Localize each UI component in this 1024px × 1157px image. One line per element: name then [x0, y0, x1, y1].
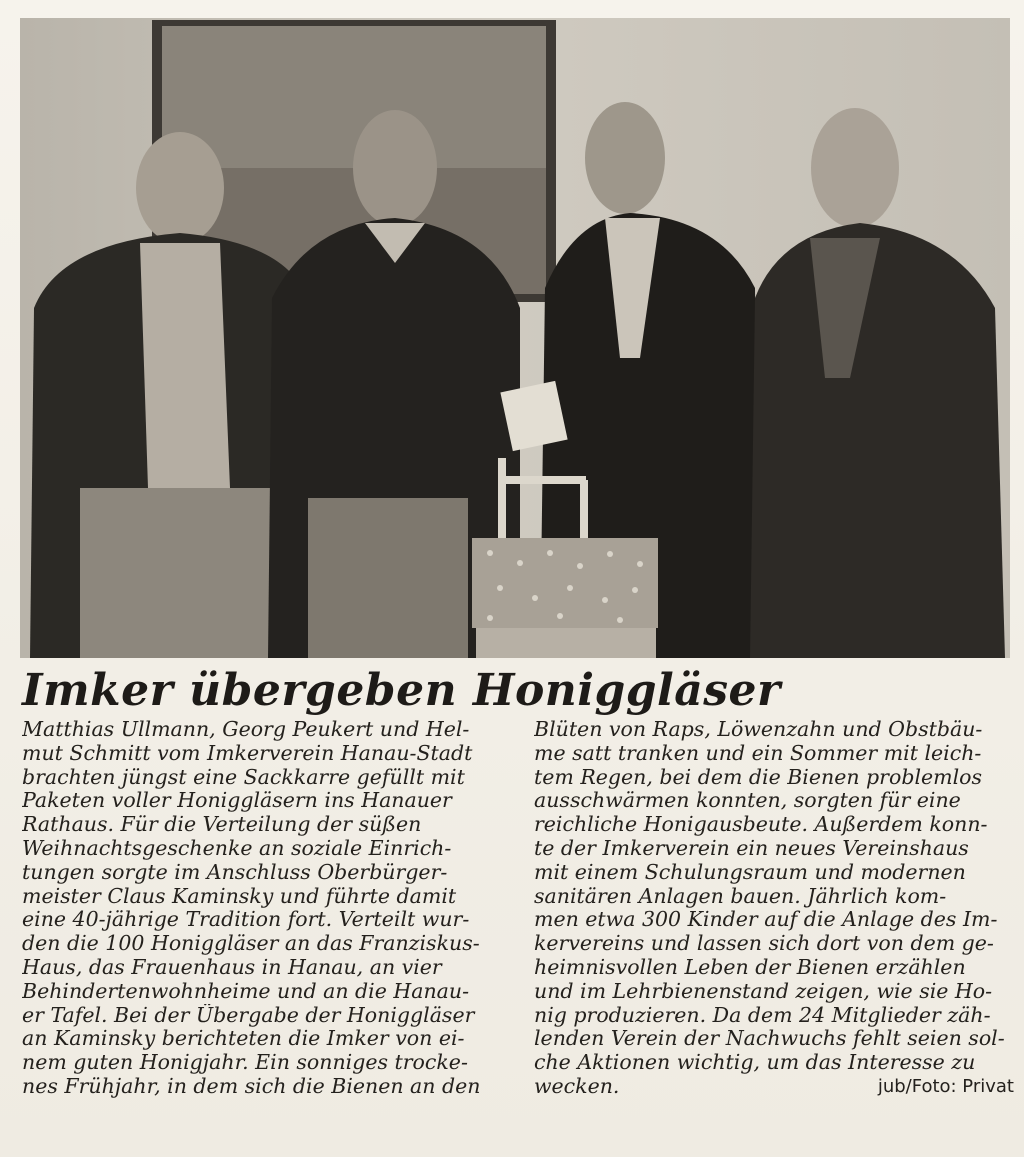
text-line: wecken. [534, 1074, 620, 1098]
article-headline: Imker übergeben Honiggläser [22, 665, 781, 716]
right-column [534, 718, 1014, 1099]
text-line: heimnisvollen Leben der Bienen erzählen [534, 955, 966, 979]
text-line: Blüten von Raps, Löwenzahn und Obstbäu- [534, 718, 983, 741]
article-body [22, 718, 1012, 1148]
text-line: Rathaus. Für die Verteilung der süßen [22, 813, 422, 837]
text-line: Matthias Ullmann, Georg Peukert und Hel- [22, 718, 470, 741]
text-line: brachten jüngst eine Sackkarre gefüllt mit [22, 765, 465, 789]
article-photo [20, 18, 1010, 658]
left-column [22, 718, 502, 1099]
text-line: meister Claus Kaminsky und führte damit [22, 884, 457, 908]
text-line: kervereins und lassen sich dort von dem ge- [534, 932, 994, 956]
text-line: eine 40-jährige Tradition fort. Verteilt wur- [22, 908, 470, 932]
text-line: Behindertenwohnheime und an die Hanau- [22, 979, 470, 1003]
text-line: nem guten Honigjahr. Ein sonniges trocke- [22, 1051, 468, 1075]
text-line: und im Lehrbienenstand zeigen, wie sie Ho- [534, 979, 993, 1003]
text-line: nig produzieren. Da dem 24 Mitglieder zäh- [534, 1003, 991, 1027]
text-line: men etwa 300 Kinder auf die Anlage des Im- [534, 908, 998, 932]
photo-credit: jub/Foto: Privat [877, 1075, 1014, 1097]
text-line: sanitären Anlagen bauen. Jährlich kom- [534, 884, 947, 908]
text-line: nes Frühjahr, in dem sich die Bienen an den [22, 1074, 481, 1098]
text-line: tem Regen, bei dem die Bienen problemlos [534, 765, 982, 789]
text-line: tungen sorgte im Anschluss Oberbürger- [22, 860, 448, 884]
text-line: ausschwärmen konnten, sorgten für eine [534, 789, 961, 813]
text-line: reichliche Honigausbeute. Außerdem konn- [534, 813, 988, 837]
closing-row [534, 1075, 1014, 1099]
text-line: Weihnachtsgeschenke an soziale Einrich- [22, 836, 452, 860]
text-line: Paketen voller Honiggläsern ins Hanauer [22, 789, 452, 813]
text-line: mut Schmitt vom Imkerverein Hanau-Stadt [22, 741, 473, 765]
text-line: me satt tranken und ein Sommer mit leich- [534, 741, 982, 765]
text-line: er Tafel. Bei der Übergabe der Honiggläser [22, 1003, 475, 1027]
text-line: den die 100 Honiggläser an das Franziskus- [22, 932, 480, 956]
text-line: an Kaminsky berichteten die Imker von ei- [22, 1027, 465, 1051]
text-line: Haus, das Frauenhaus in Hanau, an vier [22, 955, 442, 979]
text-line: che Aktionen wichtig, um das Interesse zu [534, 1051, 976, 1075]
text-line: te der Imkerverein ein neues Vereinshaus [534, 836, 969, 860]
text-line: lenden Verein der Nachwuchs fehlt seien sol- [534, 1027, 1005, 1051]
text-line: mit einem Schulungsraum und modernen [534, 860, 966, 884]
